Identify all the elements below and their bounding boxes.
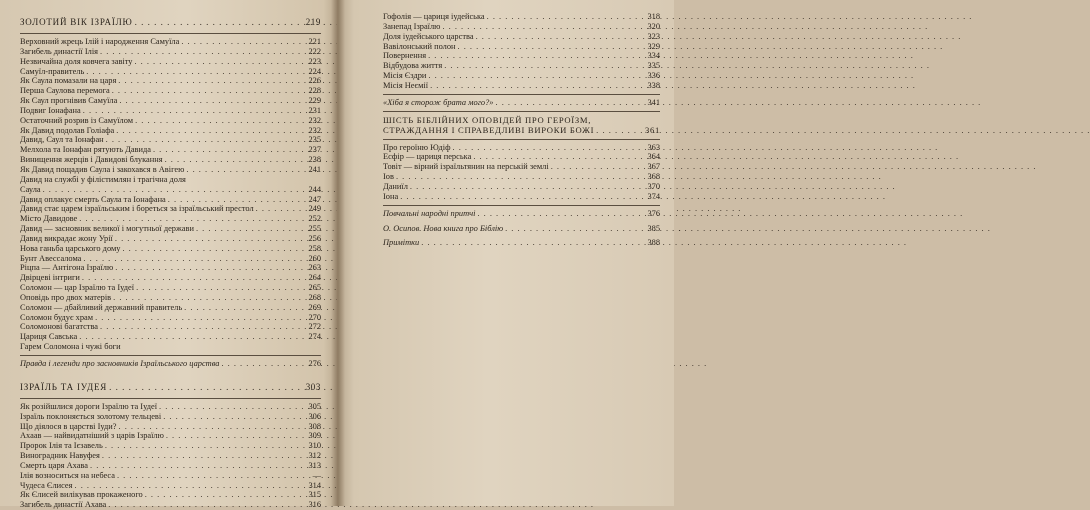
dot-leader [113,293,297,303]
dot-leader [100,47,297,57]
page-number: 336 [647,71,660,81]
toc-entry-title: Давид стає царем ізраїльським і бореться за ізраїльський престол [20,204,254,214]
dot-leader [551,162,636,172]
toc-entry-title: Як Давид подолав Голіафа [20,125,115,135]
page-number: 256 [308,233,321,243]
page-number: 221 [308,37,321,46]
toc-entry-title: Загибель династії Ахава [20,500,107,510]
toc-row [383,143,660,153]
section-title-six-stories [383,115,660,136]
page-number: — [312,470,321,480]
toc-entry-title: Іона [383,191,399,201]
section-divider [383,111,660,112]
toc-row [383,22,660,32]
toc-row [383,209,660,219]
page-number: 306 [308,411,321,421]
toc-row [20,204,321,214]
toc-entry-title: Як Саул прогнівив Самуїла [20,96,118,106]
dot-leader [102,451,297,461]
dot-leader [477,209,636,219]
dot-leader [430,81,636,91]
section-divider [20,355,321,356]
toc-row [20,145,321,155]
dot-leader [134,57,297,67]
section-title-text: ІЗРАЇЛЬ ТА ІУДЕЯ [20,381,108,392]
toc-row [20,234,321,244]
toc-entry-title: Іов [383,172,394,182]
toc-row [20,106,321,116]
toc-entry-title: Виноградник Навуфея [20,451,100,461]
page-number: 274 [308,332,321,342]
dot-leader [108,500,297,510]
toc-row [20,490,321,500]
dot-leader [79,214,297,224]
dot-leader [505,224,636,234]
page-number: 252 [308,214,321,224]
toc-entry-title: Давид, Саул та Іонафан [20,135,104,145]
dot-leader [400,192,636,202]
spacer [20,369,321,383]
toc-row [20,451,321,461]
page-number: 249 [308,204,321,214]
page-number: 305 [308,401,321,411]
dot-leader [109,383,297,393]
toc-entry-title: Смерть царя Ахава [20,460,88,470]
dot-leader [118,76,297,86]
toc-entry-title: Бунт Авессалома [20,253,82,263]
dot-leader [116,126,297,136]
toc-entry-title: «Хіба я сторож брата мого?» [383,97,494,107]
toc-row-legend [20,359,321,369]
toc-row [383,51,660,61]
toc-row [383,192,660,202]
toc-entry-title: Гарем Соломона і чужі боги [20,342,121,352]
toc-entry-title: Місто Давидове [20,214,78,224]
page-number: 316 [308,500,321,510]
dot-leader [106,135,297,145]
toc-row [20,165,321,175]
toc-entry-title: Повчальні народні притчі [383,208,476,218]
page-number: 232 [308,125,321,135]
page-number: 228 [308,86,321,96]
dot-leader [115,263,297,273]
dot-leader [153,145,297,155]
toc-entry-title: Соломон будує храм [20,312,94,322]
toc-list-appendix [383,209,660,254]
toc-entry-title: Що діялося в царстві Іуди? [20,421,117,431]
page-number: 272 [308,322,321,332]
toc-row [20,214,321,224]
toc-row [20,500,321,510]
page-number: 235 [308,135,321,145]
toc-row [20,126,321,136]
page-number: 270 [308,312,321,322]
dot-leader [119,422,297,432]
dot-leader [145,490,297,500]
dot-leader [410,182,636,192]
dot-leader [396,172,636,182]
toc-row [20,116,321,126]
toc-row [20,283,321,293]
page-number: 232 [308,115,321,125]
page-number: 313 [308,460,321,470]
page-number: 374 [647,191,660,201]
toc-row [20,57,321,67]
section-divider [383,139,660,140]
toc-row [383,172,660,182]
toc-row [20,37,321,47]
toc-row [20,273,321,283]
toc-row [20,224,321,234]
toc-entry-title: Оповідь про двох матерів [20,292,112,302]
section-title-text: ЗОЛОТИЙ ВІК ІЗРАЇЛЮ [20,17,133,27]
toc-entry-title: Примітки [383,238,420,248]
toc-row [383,42,660,52]
toc-entry-title: Гофолія — цариця іудейська [383,12,485,21]
page-number: 258 [308,243,321,253]
dot-leader [43,185,297,195]
dot-leader [442,22,636,32]
toc-row [20,481,321,491]
page-number: 244 [308,184,321,194]
toc-row [20,175,321,185]
page-number: 335 [647,61,660,71]
toc-entry-title: Двірцеві інтриги [20,273,80,283]
toc-row [20,402,321,412]
dot-leader [168,195,297,205]
section-divider [20,33,321,34]
spacer [383,248,660,253]
toc-row [20,422,321,432]
toc-entry-title: Загибель династії Ілія [20,46,99,56]
toc-row [20,254,321,264]
toc-row [20,195,321,205]
page-number: 260 [308,253,321,263]
section-divider [383,205,660,206]
dot-leader [136,283,297,293]
page-number: 224 [308,66,321,76]
page-number: 263 [308,263,321,273]
dot-leader [421,238,636,248]
page-number: 264 [308,273,321,283]
dot-leader [473,152,636,162]
toc-row [20,185,321,195]
dot-leader [115,234,297,244]
toc-row-question [383,98,660,108]
page-number: 368 [647,172,660,182]
dot-leader [496,98,637,108]
toc-entry-title: Ізраїль поклоняється золотому тельцеві [20,411,162,421]
dot-leader [453,143,636,153]
toc-entry-title: Як Єлисей вилікував прокаженого [20,490,143,500]
toc-entry-title: Як Давид пощадив Саула і закохався в Авігею [20,164,185,174]
toc-row [20,322,321,332]
toc-entry-title: Ілія возноситься на небеса [20,470,115,480]
toc-row [20,412,321,422]
page-number: 222 [308,46,321,56]
section-title-line2-row [383,125,660,136]
toc-row [20,263,321,273]
page-number: 268 [308,292,321,302]
book-spine [331,0,345,506]
page-number: 219 [305,17,321,27]
page-number: 363 [647,142,660,152]
page-number: 309 [308,431,321,441]
toc-row [20,244,321,254]
page-number: 231 [308,105,321,115]
toc-row [20,135,321,145]
page-number: 303 [305,381,321,392]
dot-leader [119,96,297,106]
dot-leader [256,204,297,214]
page-number: 310 [308,441,321,451]
section-title-line2: СТРАЖДАННЯ І СПРАВЕДЛИВІ ВИРОКИ БОЖІ [383,125,595,136]
toc-entry-title: Давид на службі у філістимлян і трагічна доля [20,174,186,184]
page-number: 237 [308,145,321,155]
dot-leader [184,303,297,313]
toc-row [20,47,321,57]
dot-leader [165,155,297,165]
section-title-israel-judea [20,383,321,394]
toc-entry-title: Самуїл-правитель [20,66,85,76]
toc-entry-title: Давид оплакує смерть Саула та Іонафана [20,194,166,204]
toc-entry-title: Повернення [383,51,427,61]
toc-entry-title: Пророк Ілія та Ієзавель [20,441,103,451]
page-number: 312 [308,451,321,461]
page-number: 318 [647,12,660,21]
page-number: 238 [308,155,321,165]
toc-entry-title: Давид — засновник великої і могутньої держави [20,224,194,234]
section-divider [383,94,660,95]
left-page [0,0,337,510]
dot-leader [79,332,297,342]
toc-entry-title: Соломон — цар Ізраїлю та Іудеї [20,283,135,293]
page-number: 308 [308,421,321,431]
dot-leader [428,51,636,61]
page-number: 241 [308,164,321,174]
dot-leader [135,116,297,126]
toc-row [383,182,660,192]
toc-row [20,332,321,342]
toc-row [383,71,660,81]
dot-leader [95,313,297,323]
toc-row [383,152,660,162]
page-number: 255 [308,224,321,234]
dot-leader [458,42,636,52]
toc-row [383,61,660,71]
toc-row [20,342,321,352]
dot-leader [196,224,297,234]
toc-row [383,238,660,248]
toc-row [383,224,660,234]
page-number: 385 [647,223,660,233]
toc-list-continued [383,12,660,91]
toc-row [383,81,660,91]
dot-leader [75,481,298,491]
toc-entry-title: Подвиг Іонафана [20,105,81,115]
toc-row [20,461,321,471]
toc-entry-title: Доля іудейського царства [383,31,474,41]
dot-leader [596,125,636,136]
toc-entry-title: Місія Неємії [383,80,429,90]
toc-entry-title: Давид викрадає жону Урії [20,233,113,243]
toc-row [20,67,321,77]
toc-entry-title: Як розійшлися дороги Ізраїлю та Іудеї [20,401,158,411]
toc-row [20,441,321,451]
toc-entry-title: Відбудова життя [383,61,443,71]
page-number: 265 [308,283,321,293]
toc-row [20,293,321,303]
toc-entry-title: Остаточний розрив із Самуїлом [20,115,134,125]
page-number: 226 [308,76,321,86]
toc-list-golden-age [20,37,321,352]
dot-leader [476,32,636,42]
toc-entry-title: Перша Саулова перемога [20,86,110,96]
dot-leader [83,254,297,264]
toc-entry-title: Нова ганьба царського дому [20,243,121,253]
toc-entry-title: Соломонові багатства [20,322,99,332]
toc-entry-title: Про героїню Юдіф [383,142,451,152]
toc-entry-title: Вавілонський полон [383,41,456,51]
toc-row [20,313,321,323]
dot-leader [100,322,297,332]
toc-entry-title: Верховний жрець Ілій і народження Самуїла [20,37,180,46]
dot-leader [122,244,297,254]
dot-leader [166,431,297,441]
page-number: 247 [308,194,321,204]
dot-leader [181,37,297,47]
toc-entry-title: Саула [20,184,41,194]
toc-row [383,12,660,22]
dot-leader [487,12,636,22]
toc-row [20,96,321,106]
dot-leader [82,273,297,283]
toc-row [20,76,321,86]
page-number: 370 [647,181,660,191]
page-number: 376 [647,208,660,218]
page-number: 338 [647,80,660,90]
toc-entry-title: Товіт — вірний ізраїльтянин на перській землі [383,162,549,172]
toc-row [383,162,660,172]
page-number: 341 [647,97,660,107]
page-number: 320 [647,21,660,31]
dot-leader [444,61,636,71]
toc-row [20,471,321,481]
toc-row [20,86,321,96]
toc-entry-title: Місія Єздри [383,71,427,81]
toc-entry-title: Ріцпа — Антігона Ізраїлю [20,263,114,273]
page-number: 388 [647,238,660,248]
page-number: 229 [308,96,321,106]
toc-row [383,32,660,42]
section-title-golden-age [20,18,321,29]
page-number: 334 [647,51,660,61]
dot-leader [86,67,297,77]
toc-entry-title: Есфір — цариця перська [383,152,472,162]
toc-entry-title: Мелхола та Іонафан рятують Давида [20,145,151,155]
dot-leader [186,165,297,175]
toc-entry-title: Соломон — дбайливий державний правитель [20,302,183,312]
dot-leader [117,471,297,481]
toc-entry-title: Як Саула помазали на царя [20,76,117,86]
page-number: 367 [647,162,660,172]
toc-row [20,431,321,441]
page-number: 223 [308,56,321,66]
toc-entry-title: Ахаав — найвидатніший з царів Ізраїлю [20,431,164,441]
page-number: 329 [647,41,660,51]
page-number: 276 [308,359,321,368]
dot-leader [163,412,297,422]
toc-entry-title: Незвичайна доля ковчега завіту [20,56,133,66]
toc-row [20,155,321,165]
dot-leader [221,359,297,369]
toc-entry-title: Даниїл [383,181,408,191]
toc-entry-title: Чудеса Єлисея [20,480,73,490]
dot-leader [112,86,297,96]
toc-entry-title: Цариця Савська [20,332,78,342]
dot-leader [90,461,297,471]
right-page [337,0,674,506]
toc-entry-title: Винищення жерців і Давидові блукання [20,155,163,165]
toc-entry-title: Занепад Ізраїлю [383,21,441,31]
toc-entry-title: О. Осипов. Нова книга про Біблію [383,223,504,233]
page-number: 314 [308,480,321,490]
section-divider [20,398,321,399]
toc-row [20,303,321,313]
dot-leader [105,441,297,451]
page-number: 323 [647,31,660,41]
toc-list-israel-judea [20,402,321,510]
toc-entry-title: Правда і легенди про засновників Ізраїльського царства [20,359,220,368]
page-number: 364 [647,152,660,162]
dot-leader [135,18,297,28]
page-number: 315 [308,490,321,500]
dot-leader [428,71,636,81]
toc-list-six-stories [383,143,660,202]
page-number: 269 [308,302,321,312]
section-title-line1: ШІСТЬ БІБЛІЙНИХ ОПОВІДЕЙ ПРО ГЕРОЇЗМ, [383,114,592,125]
page-number: 361 [645,125,660,136]
dot-leader [159,402,297,412]
dot-leader [83,106,297,116]
